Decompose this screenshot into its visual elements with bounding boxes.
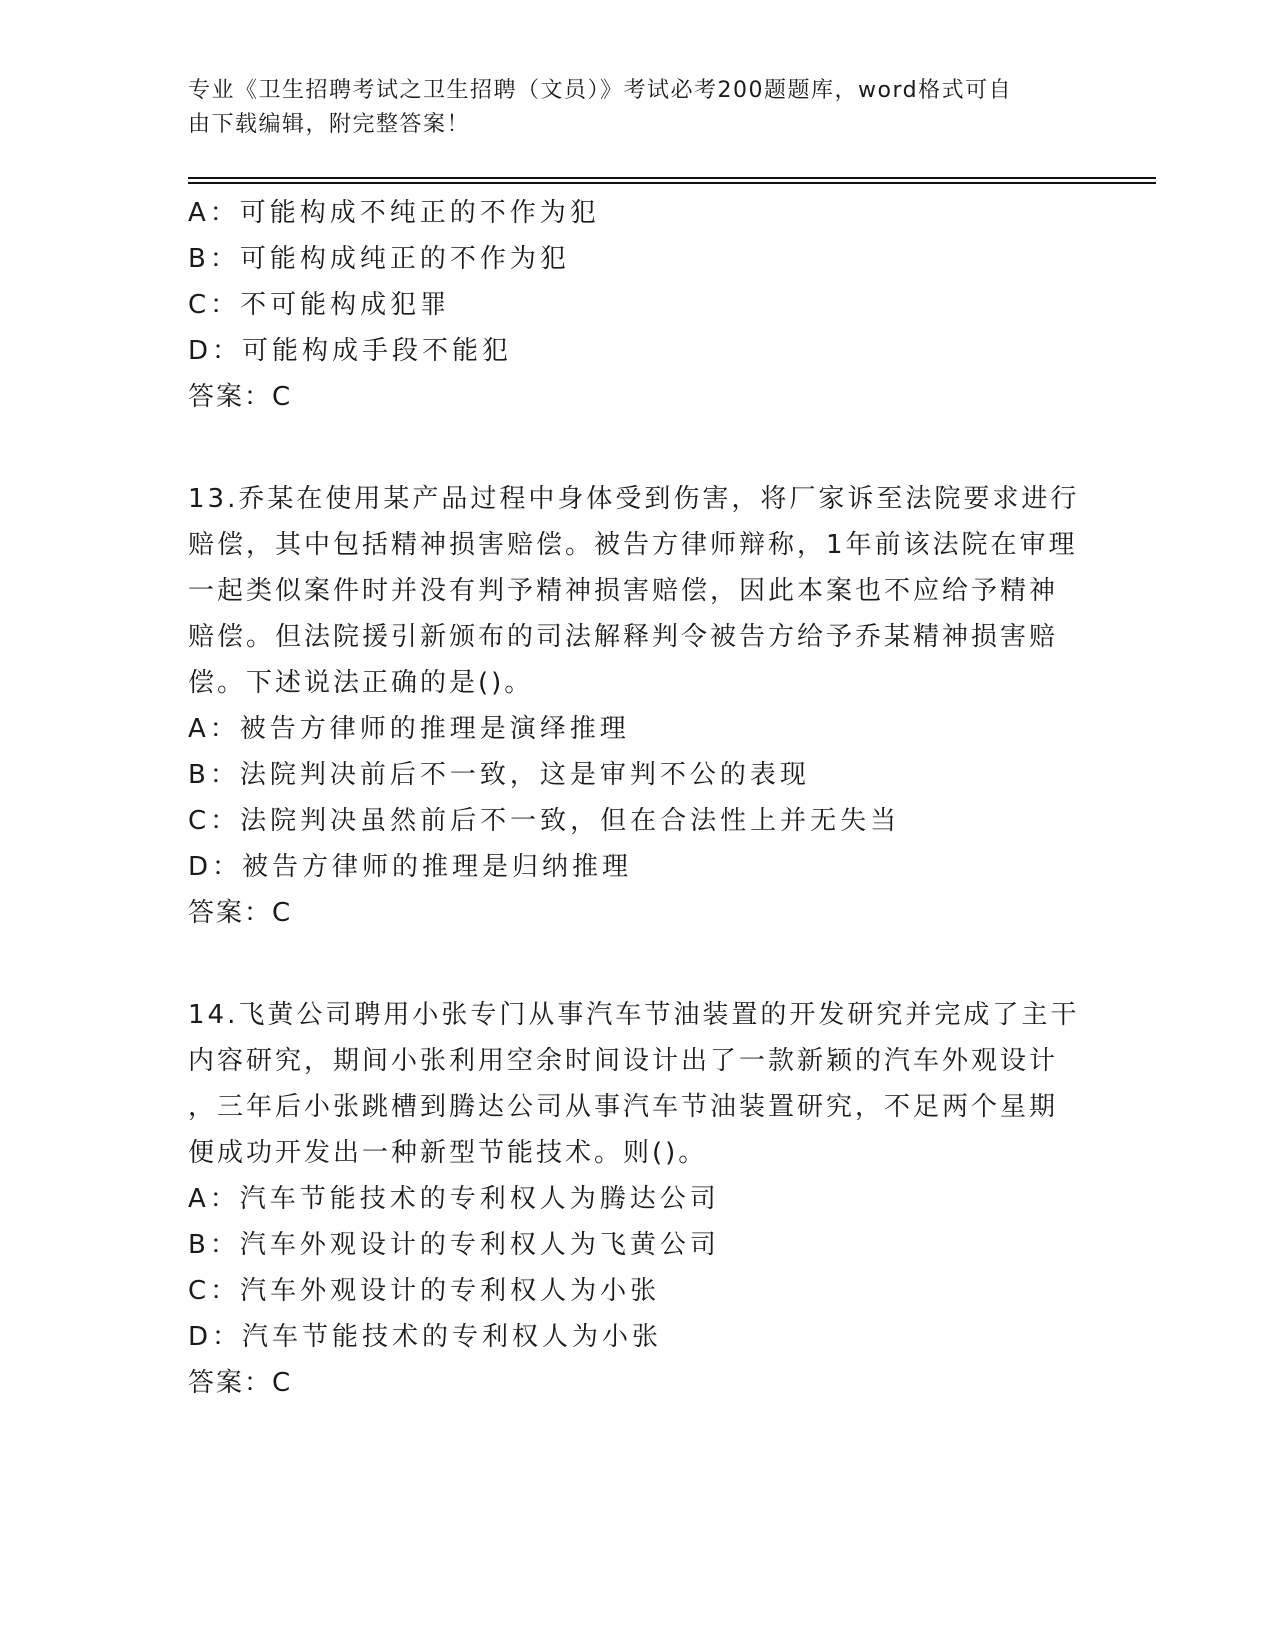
option-b: B：可能构成纯正的不作为犯 <box>188 244 570 274</box>
document-body <box>188 190 1088 1406</box>
option-b: B：汽车外观设计的专利权人为飞黄公司 <box>188 1230 720 1260</box>
option-a: A：被告方律师的推理是演绎推理 <box>188 714 630 744</box>
option-a: A：可能构成不纯正的不作为犯 <box>188 198 600 228</box>
header-line-1: 专业《卫生招聘考试之卫生招聘（文员）》考试必考200题题库，word格式可自 <box>188 78 1013 103</box>
question-line: 内容研究，期间小张利用空余时间设计出了一款新颖的汽车外观设计 <box>188 1046 1059 1076</box>
option-d: D：汽车节能技术的专利权人为小张 <box>188 1322 663 1352</box>
question-12-block <box>188 190 1088 420</box>
question-14-block <box>188 992 1088 1406</box>
spacer <box>188 936 1088 992</box>
question-line: 13.乔某在使用某产品过程中身体受到伤害，将厂家诉至法院要求进行 <box>188 484 1080 514</box>
question-line: 便成功开发出一种新型节能技术。则()。 <box>188 1138 708 1168</box>
question-line: 赔偿，其中包括精神损害赔偿。被告方律师辩称，1年前该法院在审理 <box>188 530 1078 560</box>
option-a: A：汽车节能技术的专利权人为腾达公司 <box>188 1184 720 1214</box>
header-line-2: 由下载编辑，附完整答案！ <box>188 112 471 137</box>
option-c: C：不可能构成犯罪 <box>188 290 451 320</box>
option-c: C：法院判决虽然前后不一致，但在合法性上并无失当 <box>188 806 901 836</box>
question-line: 偿。下述说法正确的是()。 <box>188 668 534 698</box>
question-line: 赔偿。但法院援引新颁布的司法解释判令被告方给予乔某精神损害赔 <box>188 622 1059 652</box>
question-line: 14.飞黄公司聘用小张专门从事汽车节油装置的开发研究并完成了主干 <box>188 1000 1080 1030</box>
answer: 答案：C <box>188 1368 293 1398</box>
option-c: C：汽车外观设计的专利权人为小张 <box>188 1276 661 1306</box>
answer: 答案：C <box>188 898 293 928</box>
header-divider-top <box>188 177 1156 179</box>
option-d: D：可能构成手段不能犯 <box>188 336 513 366</box>
question-line: 一起类似案件时并没有判予精神损害赔偿，因此本案也不应给予精神 <box>188 576 1059 606</box>
question-13-block <box>188 476 1088 936</box>
spacer <box>188 420 1088 476</box>
option-d: D：被告方律师的推理是归纳推理 <box>188 852 633 882</box>
answer: 答案：C <box>188 382 293 412</box>
document-header <box>188 74 1068 142</box>
option-b: B：法院判决前后不一致，这是审判不公的表现 <box>188 760 810 790</box>
question-text <box>188 992 1078 1176</box>
question-text <box>188 476 1078 706</box>
question-line: ，三年后小张跳槽到腾达公司从事汽车节油装置研究，不足两个星期 <box>188 1092 1059 1122</box>
header-divider-bottom <box>188 182 1156 184</box>
